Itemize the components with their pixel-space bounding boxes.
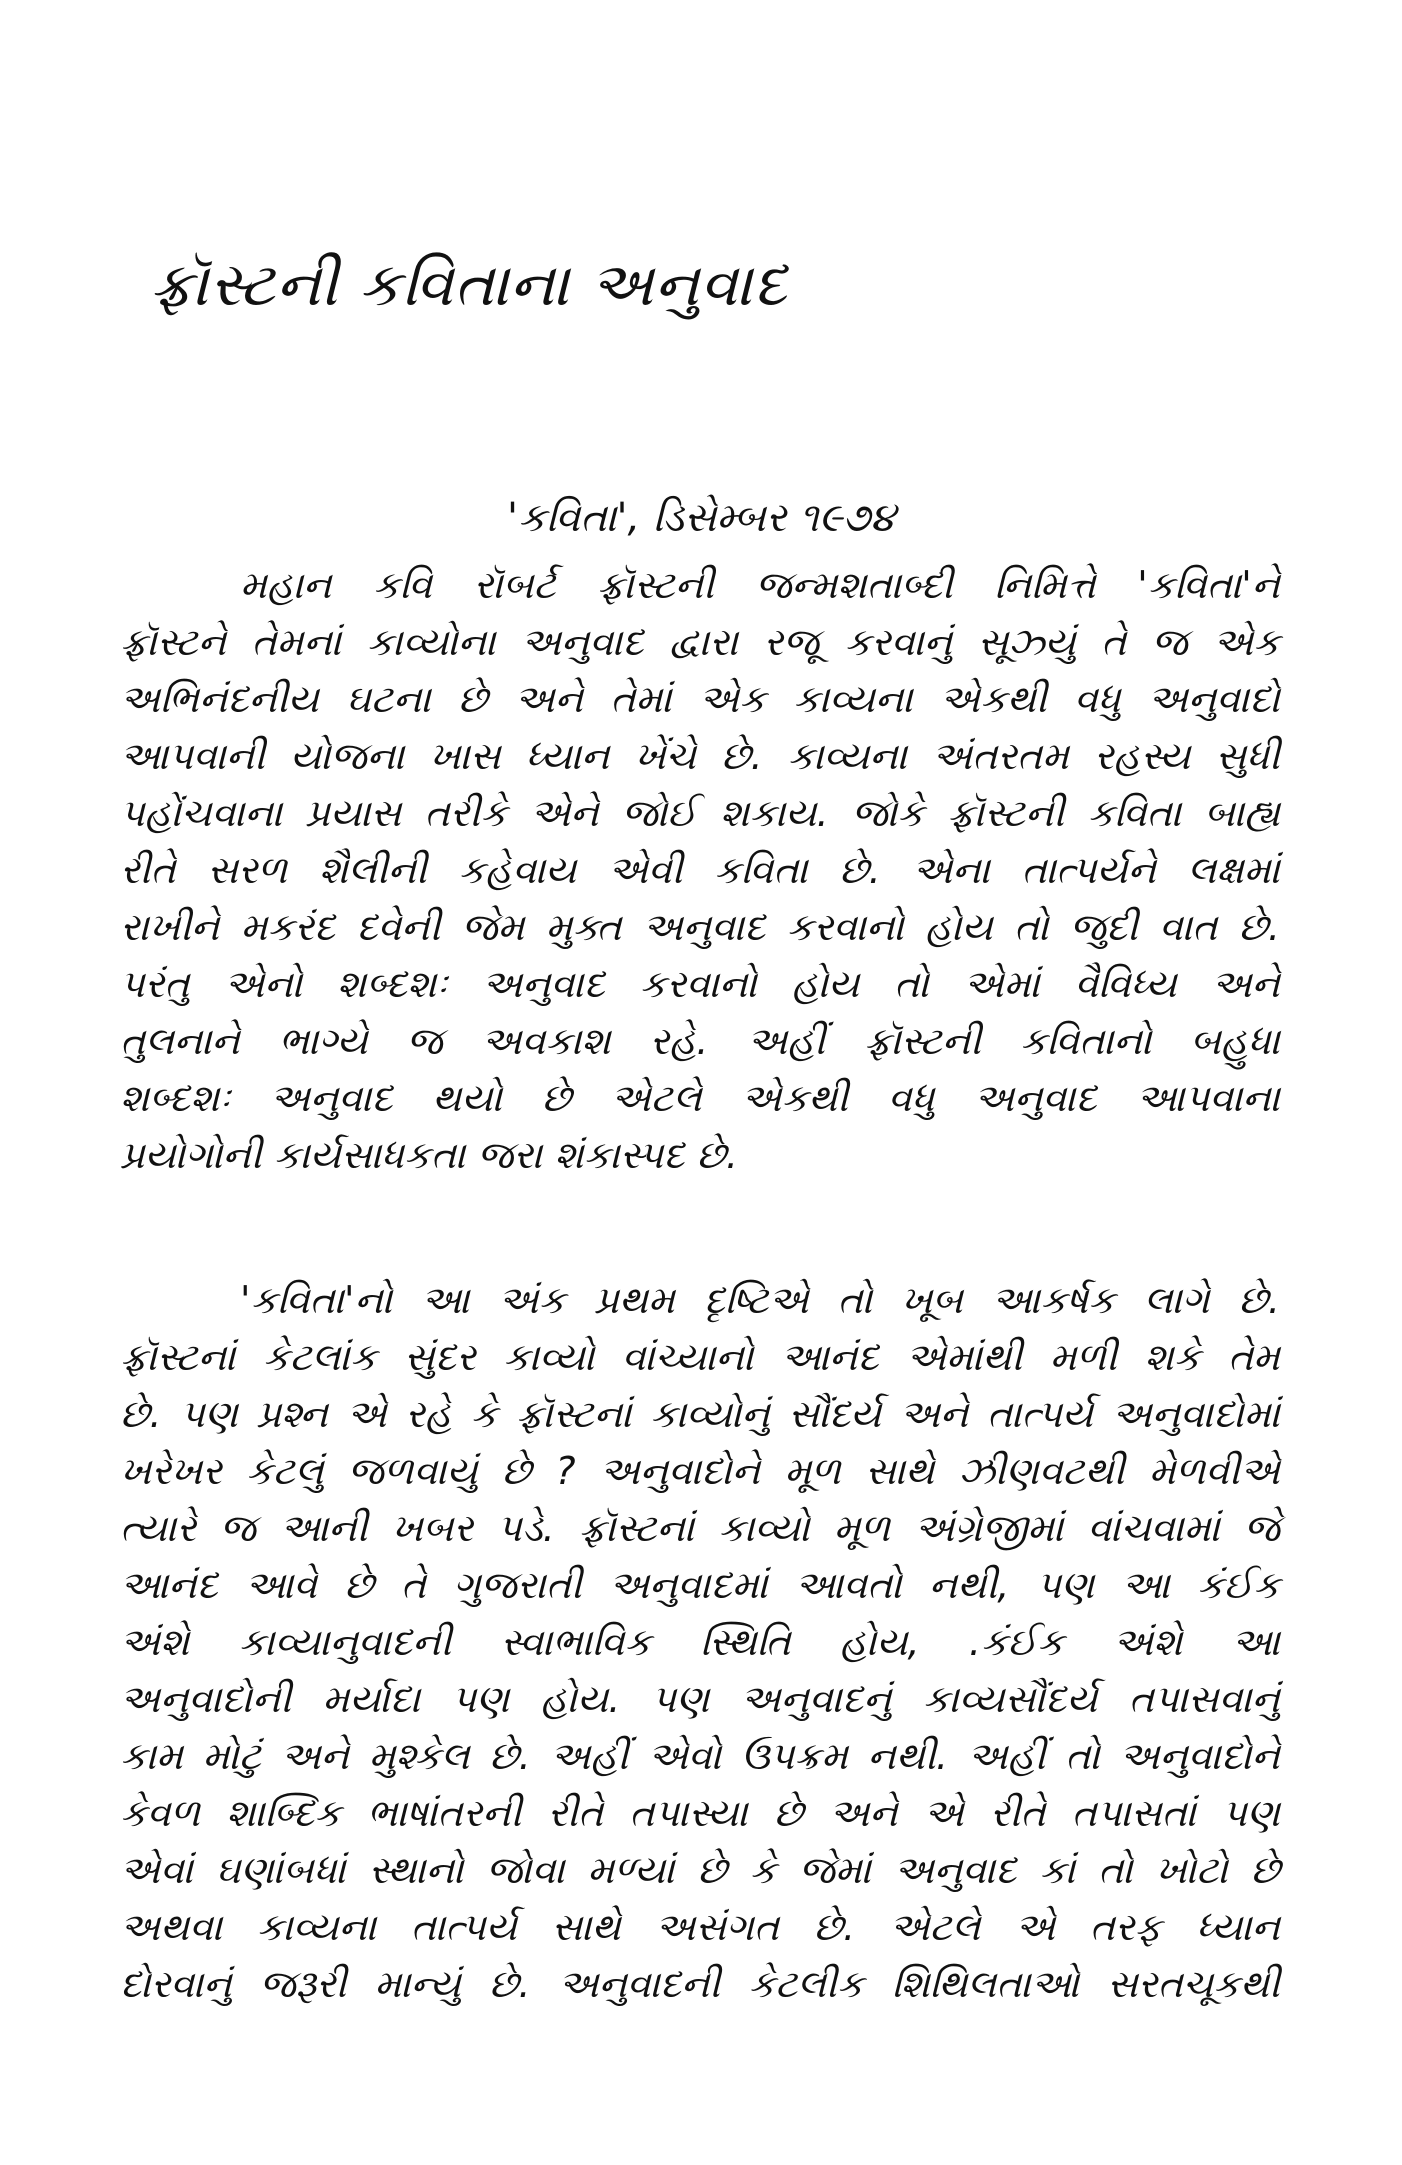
text-line: ખરેખર કેટલું જળવાયું છે ? અનુવાદોને મૂળ સાથે ઝીણવટથી મેળવીએ: [120, 1449, 1280, 1493]
text-line: તુલનાને ભાગ્યે જ અવકાશ રહે. અહીં ફ્રૉસ્ટની કવિતાનો બહુધા: [120, 1019, 1280, 1063]
text-line: અનુવાદોની મર્યાદા પણ હોય. પણ અનુવાદનું કાવ્યસૌંદર્ય તપાસવાનું: [120, 1677, 1280, 1721]
text-line: ત્યારે જ આની ખબર પડે. ફ્રૉસ્ટનાં કાવ્યો મૂળ અંગ્રેજીમાં વાંચવામાં જે: [120, 1506, 1280, 1550]
text-line: રીતે સરળ શૈલીની કહેવાય એવી કવિતા છે. એના તાત્પર્યને લક્ષમાં: [120, 848, 1280, 892]
text-line: 'કવિતા'નો આ અંક પ્રથમ દૃષ્ટિએ તો ખૂબ આકર્ષક લાગે છે.: [240, 1278, 1280, 1322]
text-line: આનંદ આવે છે તે ગુજરાતી અનુવાદમાં આવતો નથી, પણ આ કંઈક: [120, 1563, 1280, 1607]
text-line: ફ્રૉસ્ટને તેમનાં કાવ્યોના અનુવાદ દ્વારા રજૂ કરવાનું સૂઝ્યું તે જ એક: [120, 620, 1280, 664]
text-line: મહાન કવિ રૉબર્ટ ફ્રૉસ્ટની જન્મશતાબ્દી નિમિત્તે 'કવિતા'ને: [240, 563, 1280, 607]
text-line: એવાં ઘણાંબધાં સ્થાનો જોવા મળ્યાં છે કે જેમાં અનુવાદ કાં તો ખોટો છે: [120, 1848, 1280, 1892]
text-line: અંશે કાવ્યાનુવાદની સ્વાભાવિક સ્થિતિ હોય, .કંઈક અંશે આ: [120, 1620, 1280, 1664]
paragraph-2: [120, 1272, 1280, 2013]
source-citation: 'કવિતા', ડિસેમ્બર ૧૯૭૪: [507, 495, 895, 541]
text-line: અથવા કાવ્યના તાત્પર્ય સાથે અસંગત છે. એટલે એ તરફ ધ્યાન: [120, 1905, 1280, 1949]
text-line: અભિનંદનીય ઘટના છે અને તેમાં એક કાવ્યના એકથી વધુ અનુવાદો: [120, 677, 1280, 721]
text-line: પરંતુ એનો શબ્દશઃ અનુવાદ કરવાનો હોય તો એમાં વૈવિધ્ય અને: [120, 962, 1280, 1006]
paragraph-1: [120, 557, 1280, 1184]
text-line: રાખીને મકરંદ દવેની જેમ મુક્ત અનુવાદ કરવાનો હોય તો જુદી વાત છે.: [120, 905, 1280, 949]
text-line: આપવાની યોજના ખાસ ધ્યાન ખેંચે છે. કાવ્યના અંતરતમ રહસ્ય સુધી: [120, 734, 1280, 778]
text-line: કેવળ શાબ્દિક ભાષાંતરની રીતે તપાસ્યા છે અને એ રીતે તપાસતાં પણ: [120, 1791, 1280, 1835]
text-line: ફ્રૉસ્ટનાં કેટલાંક સુંદર કાવ્યો વાંચ્યાનો આનંદ એમાંથી મળી શકે તેમ: [120, 1335, 1280, 1379]
text-line: પહોંચવાના પ્રયાસ તરીકે એને જોઈ શકાય. જોકે ફ્રૉસ્ટની કવિતા બાહ્ય: [120, 791, 1280, 835]
text-line: દોરવાનું જરૂરી માન્યું છે. અનુવાદની કેટલીક શિથિલતાઓ સરતચૂકથી: [120, 1962, 1280, 2006]
text-line: પ્રયોગોની કાર્યસાધકતા જરા શંકાસ્પદ છે.: [120, 1133, 739, 1177]
text-line: શબ્દશઃ અનુવાદ થયો છે એટલે એકથી વધુ અનુવાદ આપવાના: [120, 1076, 1280, 1120]
text-line: કામ મોટું અને મુશ્કેલ છે. અહીં એવો ઉપક્રમ નથી. અહીં તો અનુવાદોને: [120, 1734, 1280, 1778]
chapter-title: ફ્રૉસ્ટની કવિતાના અનુવાદ: [150, 250, 788, 320]
text-line: છે. પણ પ્રશ્ન એ રહે કે ફ્રૉસ્ટનાં કાવ્યોનું સૌંદર્ય અને તાત્પર્ય અનુવાદોમાં: [120, 1392, 1280, 1436]
